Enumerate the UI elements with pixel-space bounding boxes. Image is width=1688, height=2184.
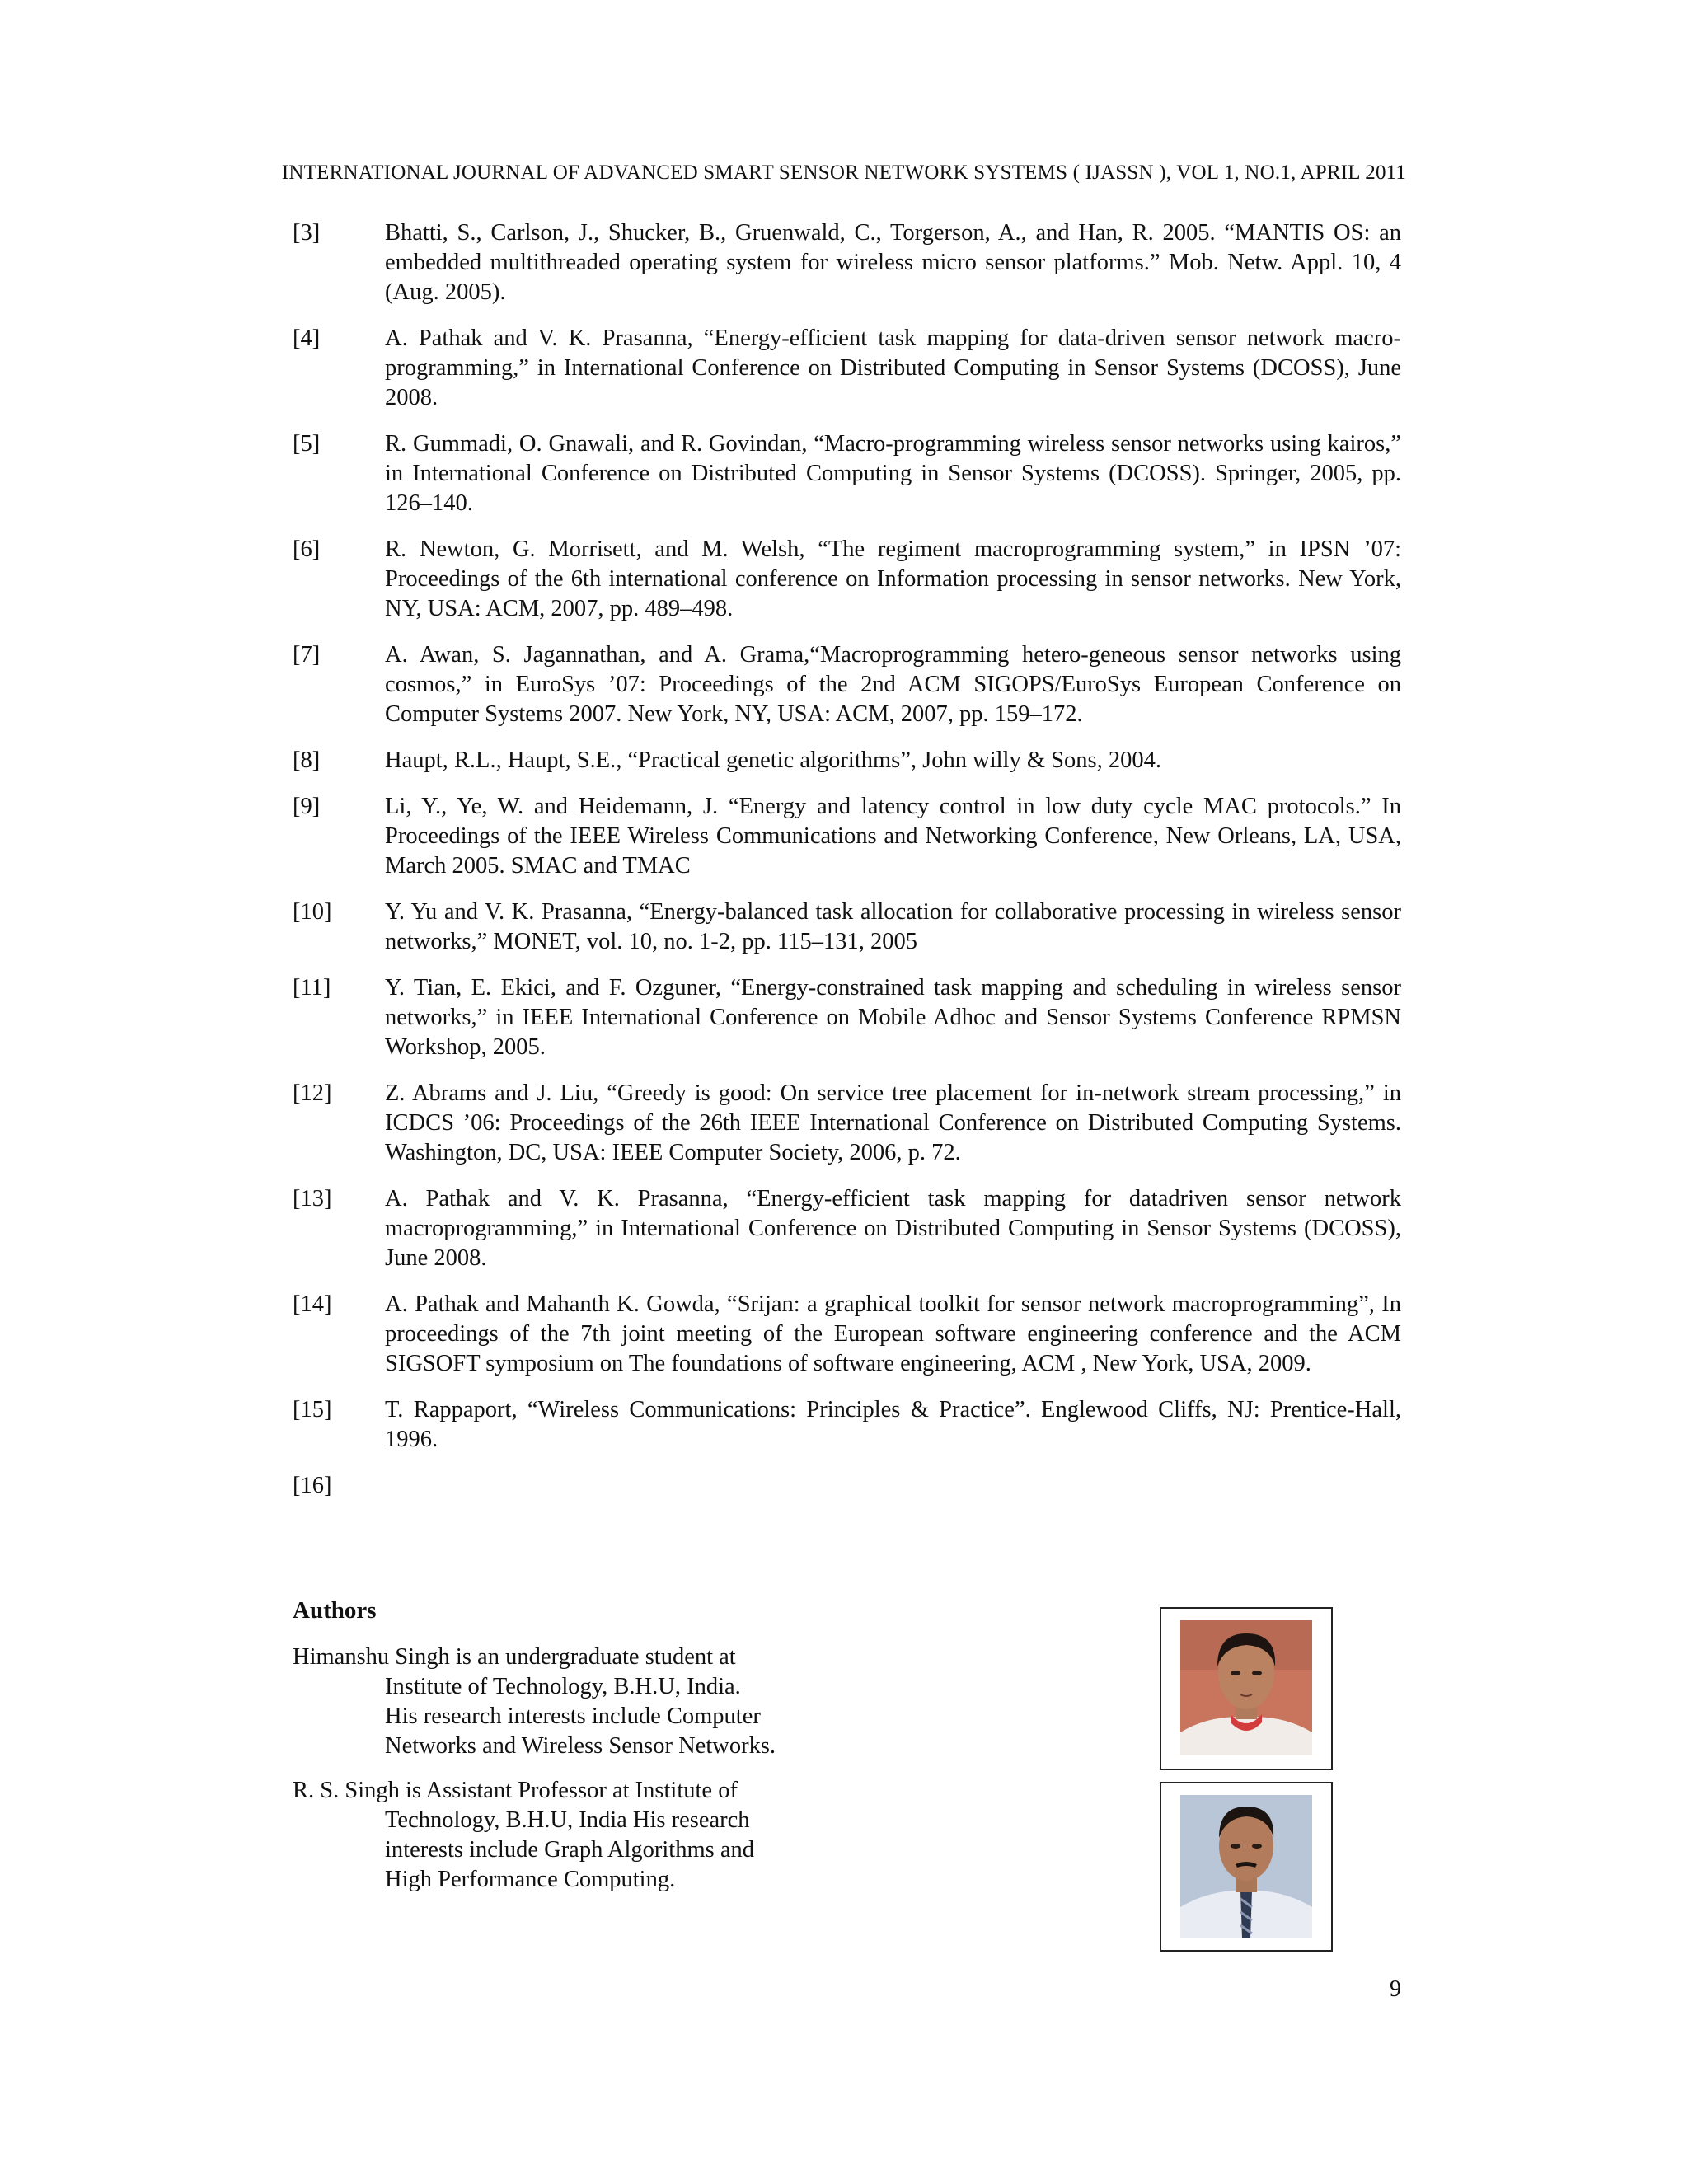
page-number: 9 — [1390, 1976, 1401, 2002]
author-bio-line: Technology, B.H.U, India His research — [385, 1807, 750, 1833]
reference-text: A. Pathak and V. K. Prasanna, “Energy-efficient task mapping for datadriven sensor network macroprogramming,” in International Conference on Distributed Computing in Sensor Systems (DCOSS), June 2008. — [385, 1186, 1401, 1271]
author-bio-line: His research interests include Computer — [385, 1704, 761, 1729]
reference-text: T. Rappaport, “Wireless Communications: Principles & Practice”. Englewood Cliffs, NJ: Prentice-Hall, 1996. — [385, 1397, 1401, 1452]
reference-item — [293, 640, 1401, 729]
portrait-image — [1161, 1783, 1331, 1950]
author-bio-himanshu-singh — [293, 1643, 870, 1761]
author-bio-line: R. S. Singh is Assistant Professor at Institute of — [293, 1778, 738, 1803]
reference-item — [293, 324, 1401, 413]
reference-item — [293, 792, 1401, 881]
reference-number: [6] — [293, 537, 321, 562]
reference-number: [12] — [293, 1080, 332, 1106]
author-bio-line: Institute of Technology, B.H.U, India. — [385, 1674, 741, 1699]
reference-item — [293, 1184, 1401, 1273]
reference-item — [293, 1290, 1401, 1379]
reference-number: [16] — [293, 1473, 332, 1498]
reference-text: R. Newton, G. Morrisett, and M. Welsh, “The regiment macroprogramming system,” in IPSN ’07: Proceedings of the 6th international conference on Information processing in sensor networks. New York, NY, USA: ACM, 2007, pp. 489–498. — [385, 537, 1401, 621]
author-photo-rs-singh — [1160, 1782, 1333, 1952]
reference-text: R. Gummadi, O. Gnawali, and R. Govindan, “Macro-programming wireless sensor networks using kairos,” in International Conference on Distributed Computing in Sensor Systems (DCOSS). Springer, 2005, pp. 126–140. — [385, 431, 1401, 516]
reference-number: [15] — [293, 1397, 332, 1422]
reference-text: A. Awan, S. Jagannathan, and A. Grama,“Macroprogramming hetero-geneous sensor networks using cosmos,” in EuroSys ’07: Proceedings of the 2nd ACM SIGOPS/EuroSys European Conference on Computer Systems 2007. New York, NY, USA: ACM, 2007, pp. 159–172. — [385, 642, 1401, 727]
reference-item — [293, 746, 1401, 776]
reference-number: [13] — [293, 1186, 332, 1212]
reference-text: Bhatti, S., Carlson, J., Shucker, B., Gruenwald, C., Torgerson, A., and Han, R. 2005. “MANTIS OS: an embedded multithreaded operating system for wireless micro sensor platforms.” Mob. Netw. Appl. 10, 4 (Aug. 2005). — [385, 220, 1401, 305]
reference-number: [11] — [293, 975, 331, 1001]
reference-text: Y. Yu and V. K. Prasanna, “Energy-balanced task allocation for collaborative processing in wireless sensor networks,” MONET, vol. 10, no. 1-2, pp. 115–131, 2005 — [385, 899, 1401, 954]
reference-number: [5] — [293, 431, 321, 457]
reference-text: Haupt, R.L., Haupt, S.E., “Practical genetic algorithms”, John willy & Sons, 2004. — [385, 748, 1161, 773]
author-bio-rs-singh — [293, 1776, 870, 1895]
portrait-image — [1161, 1609, 1331, 1769]
reference-item — [293, 973, 1401, 1062]
author-bio-line: interests include Graph Algorithms and — [385, 1837, 754, 1863]
reference-text: Li, Y., Ye, W. and Heidemann, J. “Energy and latency control in low duty cycle MAC protocols.” In Proceedings of the IEEE Wireless Communications and Networking Conference, New Orleans, LA, USA, March 2005. SMAC and TMAC — [385, 794, 1401, 879]
author-photo-himanshu-singh — [1160, 1607, 1333, 1770]
reference-item — [293, 1079, 1401, 1168]
reference-item — [293, 535, 1401, 624]
reference-number: [3] — [293, 220, 321, 246]
journal-header: INTERNATIONAL JOURNAL OF ADVANCED SMART SENSOR NETWORK SYSTEMS ( IJASSN ), VOL 1, NO.1, APRIL 2011 — [281, 162, 1407, 184]
reference-number: [8] — [293, 748, 321, 773]
reference-item — [293, 218, 1401, 307]
reference-number: [7] — [293, 642, 321, 668]
reference-number: [9] — [293, 794, 321, 819]
reference-item — [293, 429, 1401, 518]
reference-text: Y. Tian, E. Ekici, and F. Ozguner, “Energy-constrained task mapping and scheduling in wireless sensor networks,” in IEEE International Conference on Mobile Adhoc and Sensor Systems Conference RPMSN Workshop, 2005. — [385, 975, 1401, 1060]
reference-item — [293, 1395, 1401, 1455]
reference-number: [4] — [293, 326, 321, 351]
author-bio-line: Himanshu Singh is an undergraduate student at — [293, 1644, 736, 1670]
reference-item — [293, 898, 1401, 957]
reference-text: Z. Abrams and J. Liu, “Greedy is good: On service tree placement for in-network stream processing,” in ICDCS ’06: Proceedings of the 26th IEEE International Conference on Distributed Computing Systems. Washington, DC, USA: IEEE Computer Society, 2006, p. 72. — [385, 1080, 1401, 1165]
authors-heading: Authors — [293, 1597, 377, 1624]
reference-number: [14] — [293, 1291, 332, 1317]
reference-text: A. Pathak and V. K. Prasanna, “Energy-efficient task mapping for data-driven sensor network macro-programming,” in International Conference on Distributed Computing in Sensor Systems (DCOSS), June 2008. — [385, 326, 1401, 410]
running-header — [0, 162, 1688, 185]
reference-text: A. Pathak and Mahanth K. Gowda, “Srijan: a graphical toolkit for sensor network macroprogramming”, In proceedings of the 7th joint meeting of the European software engineering conference and the ACM SIGSOFT symposium on The foundations of software engineering, ACM , New York, USA, 2009. — [385, 1291, 1401, 1376]
author-bio-line: Networks and Wireless Sensor Networks. — [385, 1733, 776, 1759]
reference-list — [293, 218, 1401, 1498]
reference-number: [10] — [293, 899, 332, 925]
author-bio-line: High Performance Computing. — [385, 1867, 676, 1892]
